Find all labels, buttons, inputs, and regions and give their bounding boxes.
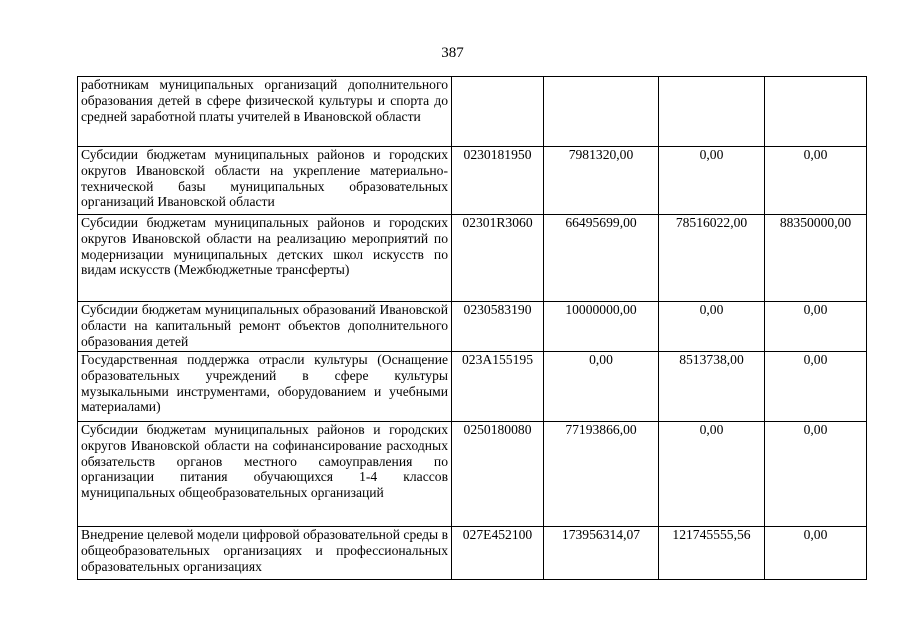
budget-table bbox=[77, 76, 867, 580]
row-value-3: 88350000,00 bbox=[765, 215, 867, 302]
row-value-3: 0,00 bbox=[765, 422, 867, 527]
row-description: Государственная поддержка отрасли культуры (Оснащение образовательных учреждений в сфере культуры музыкальными инструментами, оборудованием и учебными материалами) bbox=[78, 352, 452, 422]
table-row bbox=[78, 77, 867, 147]
row-value-1 bbox=[544, 77, 659, 147]
row-value-3 bbox=[765, 77, 867, 147]
row-value-3: 0,00 bbox=[765, 302, 867, 352]
row-code: 02301R3060 bbox=[452, 215, 544, 302]
row-code: 027E452100 bbox=[452, 527, 544, 580]
row-code: 0250180080 bbox=[452, 422, 544, 527]
row-value-2 bbox=[659, 77, 765, 147]
row-value-1: 77193866,00 bbox=[544, 422, 659, 527]
row-value-3: 0,00 bbox=[765, 527, 867, 580]
row-value-2: 0,00 bbox=[659, 302, 765, 352]
row-value-2: 0,00 bbox=[659, 147, 765, 215]
row-value-1: 173956314,07 bbox=[544, 527, 659, 580]
row-code: 0230583190 bbox=[452, 302, 544, 352]
row-value-2: 0,00 bbox=[659, 422, 765, 527]
row-description: работникам муниципальных организаций дополнительного образования детей в сфере физической культуры и спорта до средней заработной платы учителей в Ивановской области bbox=[78, 77, 452, 147]
table-row bbox=[78, 527, 867, 580]
row-value-3: 0,00 bbox=[765, 352, 867, 422]
row-value-2: 121745555,56 bbox=[659, 527, 765, 580]
row-description: Субсидии бюджетам муниципальных районов и городских округов Ивановской области на софинансирование расходных обязательств органов местного самоуправления по организации питания обучающихся 1-4 классов муниципальных общеобразовательных организаций bbox=[78, 422, 452, 527]
row-value-3: 0,00 bbox=[765, 147, 867, 215]
row-value-1: 10000000,00 bbox=[544, 302, 659, 352]
row-value-1: 66495699,00 bbox=[544, 215, 659, 302]
row-code: 023A155195 bbox=[452, 352, 544, 422]
row-value-2: 78516022,00 bbox=[659, 215, 765, 302]
page-number: 387 bbox=[441, 45, 464, 61]
row-value-1: 0,00 bbox=[544, 352, 659, 422]
row-description: Субсидии бюджетам муниципальных образований Ивановской области на капитальный ремонт объектов дополнительного образования детей bbox=[78, 302, 452, 352]
row-code bbox=[452, 77, 544, 147]
table-row bbox=[78, 147, 867, 215]
table-row bbox=[78, 215, 867, 302]
row-code: 0230181950 bbox=[452, 147, 544, 215]
row-description: Субсидии бюджетам муниципальных районов и городских округов Ивановской области на реализацию мероприятий по модернизации муниципальных детских школ искусств по видам искусств (Межбюджетные трансферты) bbox=[78, 215, 452, 302]
table-row bbox=[78, 422, 867, 527]
row-value-2: 8513738,00 bbox=[659, 352, 765, 422]
row-description: Внедрение целевой модели цифровой образовательной среды в общеобразовательных организациях и профессиональных образовательных организациях bbox=[78, 527, 452, 580]
table-row bbox=[78, 302, 867, 352]
row-value-1: 7981320,00 bbox=[544, 147, 659, 215]
table-row bbox=[78, 352, 867, 422]
row-description: Субсидии бюджетам муниципальных районов и городских округов Ивановской области на укрепление материально-технической базы муниципальных образовательных организаций Ивановской области bbox=[78, 147, 452, 215]
